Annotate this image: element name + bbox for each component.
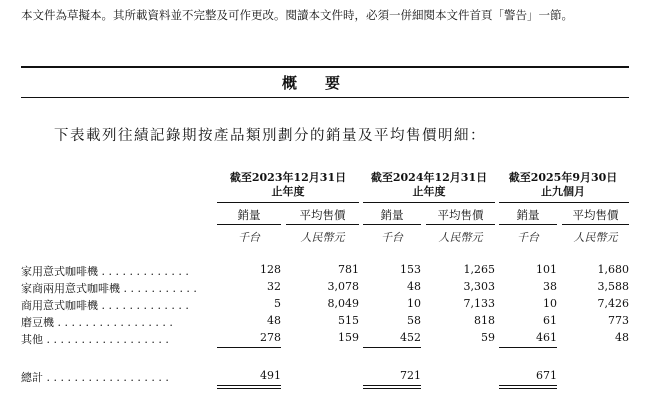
cell-value: 10: [407, 297, 421, 310]
cell-value: 818: [474, 314, 495, 327]
cell-value: 5: [274, 297, 281, 310]
cell-value: 1,265: [463, 263, 495, 276]
total-value: 491: [260, 369, 281, 382]
cell-value: 38: [543, 280, 557, 293]
period-header-2025: 截至2025年9月30日 止九個月: [508, 171, 618, 198]
row-label-total: 總計 . . . . . . . . . . . . . . . . . .: [21, 371, 169, 384]
title-bottom-rule: [21, 97, 629, 98]
total-double-rule: [217, 388, 281, 389]
col-header-price: 平均售價: [572, 208, 619, 222]
draft-notice: 本文件為草擬本。其所載資料並不完整及可作更改。閱讀本文件時，必須一併細閱本文件首頁「警告」一節。: [21, 8, 573, 22]
unit-volume: 千台: [381, 231, 403, 244]
cell-value: 7,133: [463, 297, 495, 310]
cell-value: 32: [267, 280, 281, 293]
period-underline-2024: [363, 202, 495, 203]
col-header-price: 平均售價: [299, 208, 346, 222]
row-label-home-espresso: 家用意式咖啡機 . . . . . . . . . . . . .: [21, 265, 189, 278]
cell-value: 3,588: [597, 280, 629, 293]
cell-value: 153: [400, 263, 421, 276]
cell-value: 128: [260, 263, 281, 276]
period-underline-2023: [217, 202, 359, 203]
col-header-volume: 銷量: [237, 208, 261, 222]
col-underline: [499, 224, 557, 225]
cell-value: 59: [481, 331, 495, 344]
period-header-2024: 截至2024年12月31日 止年度: [370, 171, 488, 198]
total-double-rule: [363, 388, 421, 389]
total-double-rule: [363, 385, 421, 386]
col-underline: [426, 224, 495, 225]
cell-value: 3,303: [463, 280, 495, 293]
row-label-others: 其他 . . . . . . . . . . . . . . . . . .: [21, 333, 169, 346]
col-header-volume: 銷量: [516, 208, 540, 222]
unit-price: 人民幣元: [573, 231, 618, 244]
unit-price: 人民幣元: [438, 231, 483, 244]
cell-value: 101: [536, 263, 557, 276]
unit-volume: 千台: [517, 231, 539, 244]
row-label-commercial-espresso: 商用意式咖啡機 . . . . . . . . . . . . .: [21, 299, 189, 312]
cell-value: 61: [543, 314, 557, 327]
row-label-dual-use-espresso: 家商兩用意式咖啡機 . . . . . . . . . . .: [21, 282, 197, 295]
cell-value: 773: [608, 314, 629, 327]
cell-value: 58: [407, 314, 421, 327]
cell-value: 159: [338, 331, 359, 344]
col-header-volume: 銷量: [380, 208, 404, 222]
cell-value: 515: [338, 314, 359, 327]
total-value: 671: [536, 369, 557, 382]
cell-value: 781: [338, 263, 359, 276]
cell-value: 461: [536, 331, 557, 344]
cell-value: 3,078: [327, 280, 359, 293]
cell-value: 10: [543, 297, 557, 310]
cell-value: 8,049: [327, 297, 359, 310]
subtotal-rule: [363, 347, 421, 348]
cell-value: 1,680: [597, 263, 629, 276]
col-underline: [286, 224, 359, 225]
cell-value: 7,426: [597, 297, 629, 310]
col-underline: [363, 224, 421, 225]
section-title: 概要: [281, 74, 368, 92]
cell-value: 452: [400, 331, 421, 344]
title-top-rule: [21, 66, 629, 68]
period-underline-2025: [499, 202, 629, 203]
col-header-price: 平均售價: [437, 208, 484, 222]
intro-text: 下表載列往績記錄期按產品類別劃分的銷量及平均售價明細：: [54, 128, 486, 144]
cell-value: 278: [260, 331, 281, 344]
col-underline: [562, 224, 629, 225]
unit-price: 人民幣元: [300, 231, 345, 244]
cell-value: 48: [615, 331, 629, 344]
total-double-rule: [217, 385, 281, 386]
total-value: 721: [400, 369, 421, 382]
cell-value: 48: [407, 280, 421, 293]
period-header-2023: 截至2023年12月31日 止年度: [229, 171, 347, 198]
row-label-grinder: 磨豆機 . . . . . . . . . . . . . . . . .: [21, 316, 173, 329]
total-double-rule: [499, 388, 557, 389]
col-underline: [217, 224, 281, 225]
subtotal-rule: [499, 347, 557, 348]
total-double-rule: [499, 385, 557, 386]
unit-volume: 千台: [238, 231, 260, 244]
subtotal-rule: [217, 347, 281, 348]
cell-value: 48: [267, 314, 281, 327]
